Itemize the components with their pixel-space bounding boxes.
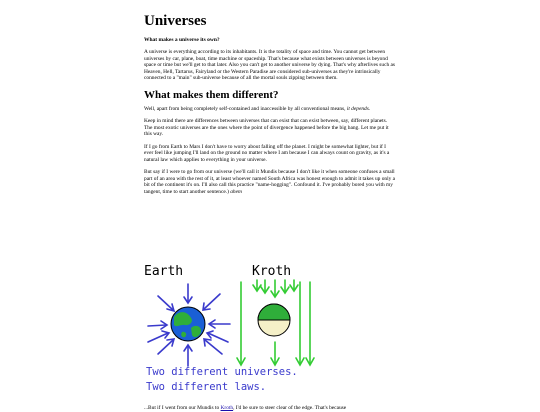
paragraph-kroth-tail: , I'd be sure to steer clear of the edge. That's because: [233, 405, 347, 411]
page-title: Universes: [144, 13, 207, 29]
kroth-label: Kroth: [252, 264, 292, 279]
kroth-link[interactable]: Kroth: [220, 405, 234, 411]
paragraph-kroth-lead: ...But if I went from our Mundis to: [144, 405, 221, 411]
paragraph-depends-emphasis: it depends.: [346, 105, 371, 112]
section-heading: What makes them different?: [144, 88, 279, 101]
paragraph-mars: If I go from Earth to Mars I don't have to worry about falling off the planet. I might be somewhat lighter, but if I ever feel like jumping I'll land on the ground no matter where I am because I can always count on gravity, as it's a natural law which applies to everything in your universe.: [144, 143, 390, 163]
earth-globe-icon: [171, 307, 205, 341]
paragraph-mundis: [144, 169, 396, 195]
figure-caption-line2: Two different laws.: [146, 381, 267, 393]
paragraph-depends-text: Well, apart from being completely self-contained and inaccessible by all conventional means,: [144, 105, 347, 112]
paragraph-intro: A universe is everything according to its inhabitants. It is the totality of space and time. You cannot get between universes by car, plane, boat, time machine or spaceship. That's because what exists between universes is beyond space or time but we'll get to that later. Also you can't get to another universe by dying. That's why afterlives such as Heaven, Hell, Tartarus, Fairyland or the Western Paradise are considered sub-universes as they're intrinsically connected to a "main" sub-universe because of all the mortal souls zipping between them.: [144, 49, 396, 81]
figure-caption-line1: Two different universes.: [146, 366, 298, 378]
paragraph-mundis-text: But say if I were to go from our universe (we'll call it Mundis because I don't like it when someone confuses a small part of an area with the rest of it, at least whoever named South Africa was honest enough to admit it takes up only a bit of the continent it's on. I'll also call this practice "name-hogging". Confound it. I've probably bored you with my tangent, time to start another sentence.): [144, 169, 396, 195]
paragraph-depends: [144, 106, 396, 113]
paragraph-kroth: [144, 405, 396, 412]
universes-figure: [144, 262, 396, 397]
paragraph-differences: Keep in mind there are differences between universes that can exist that can exist between, say, different planets. The most exotic universes are the ones where the point of divergence happened before the big bang. Let me put it this way.: [144, 118, 389, 137]
paragraph-mundis-emphasis: ahem: [230, 188, 242, 195]
earth-label: Earth: [144, 264, 184, 279]
question-heading: What makes a universe its own?: [144, 37, 220, 43]
article: [144, 12, 396, 411]
kroth-world-icon: [258, 304, 290, 336]
